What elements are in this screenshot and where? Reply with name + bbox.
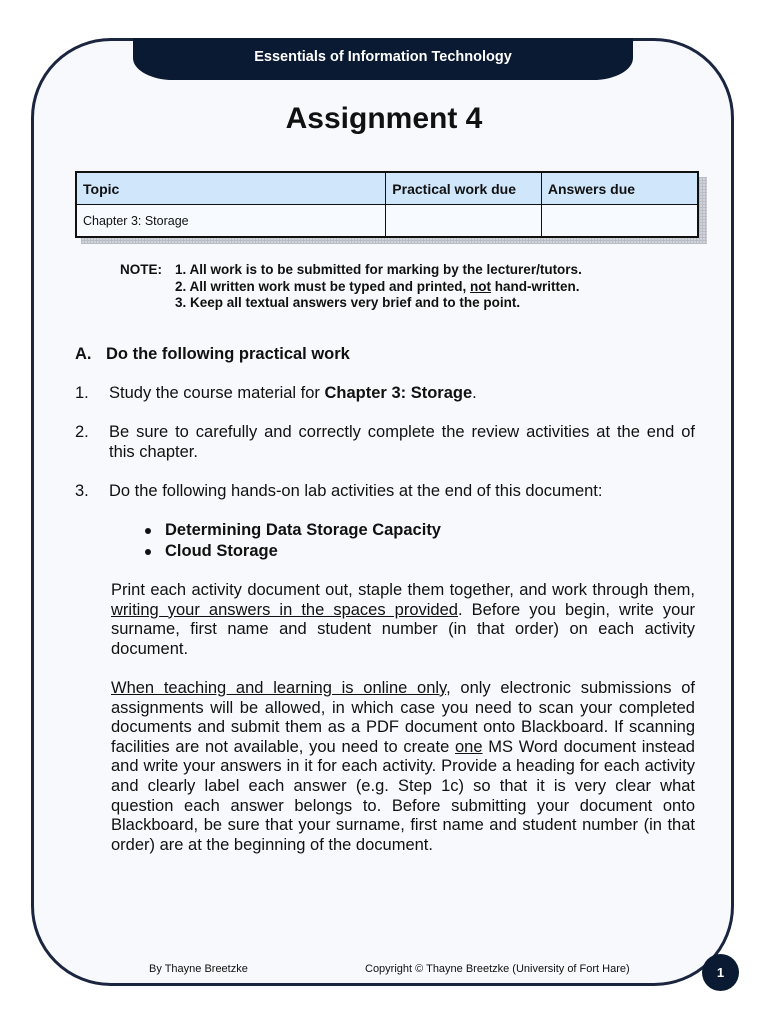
cell-topic: Chapter 3: Storage [76, 205, 386, 238]
col-header-practical-due: Practical work due [386, 172, 542, 205]
list-item: Cloud Storage [145, 541, 441, 562]
note-label: NOTE: [120, 262, 162, 277]
list-item: Determining Data Storage Capacity [145, 520, 441, 541]
col-header-topic: Topic [76, 172, 386, 205]
page-number: 1 [702, 954, 739, 991]
cell-answers-due [541, 205, 698, 238]
note-item-2: 2. All written work must be typed and printed, not hand-written. [175, 278, 580, 294]
table-row [76, 205, 698, 238]
course-banner: Essentials of Information Technology [133, 38, 633, 80]
page-title: Assignment 4 [285, 102, 483, 135]
cell-practical-due [386, 205, 542, 238]
assignment-table [75, 171, 699, 238]
note-block [120, 262, 582, 312]
instruction-2: 2. Be sure to carefully and correctly complete the review activities at the end of this chapter. [75, 423, 695, 461]
instruction-3: 3. Do the following hands-on lab activities at the end of this document: [75, 482, 603, 500]
footer-author: By Thayne Breetzke [149, 963, 248, 975]
lab-activity-list [145, 520, 441, 562]
note-item-3: 3. Keep all textual answers very brief and to the point. [175, 295, 521, 310]
footer-copyright: Copyright © Thayne Breetzke (University of Fort Hare) [365, 963, 630, 975]
col-header-answers-due: Answers due [541, 172, 698, 205]
paragraph-print-instructions: Print each activity document out, staple them together, and work through them, writing your answers in the spaces provided. Before you begin, write your surname, first name and student number (in that order) on each activity document. [111, 581, 695, 658]
note-item-1: 1. All work is to be submitted for marking by the lecturer/tutors. [175, 262, 582, 277]
instruction-1: 1. Study the course material for Chapter 3: Storage. [75, 384, 477, 402]
section-a-heading: A. Do the following practical work [75, 345, 350, 363]
paragraph-online-submission: When teaching and learning is online only, only electronic submissions of assignments will be allowed, in which case you need to scan your completed documents and submit them as a PDF document onto Blackboard. If scanning facilities are not available, you need to create one MS Word document instead and write your answers in it for each activity. Provide a heading for each activity and clearly label each answer (e.g. Step 1c) so that it is very clear what question each answer belongs to. Before submitting your document onto Blackboard, be sure that your surname, first name and student number (in that order) are at the beginning of the document. [111, 679, 695, 854]
